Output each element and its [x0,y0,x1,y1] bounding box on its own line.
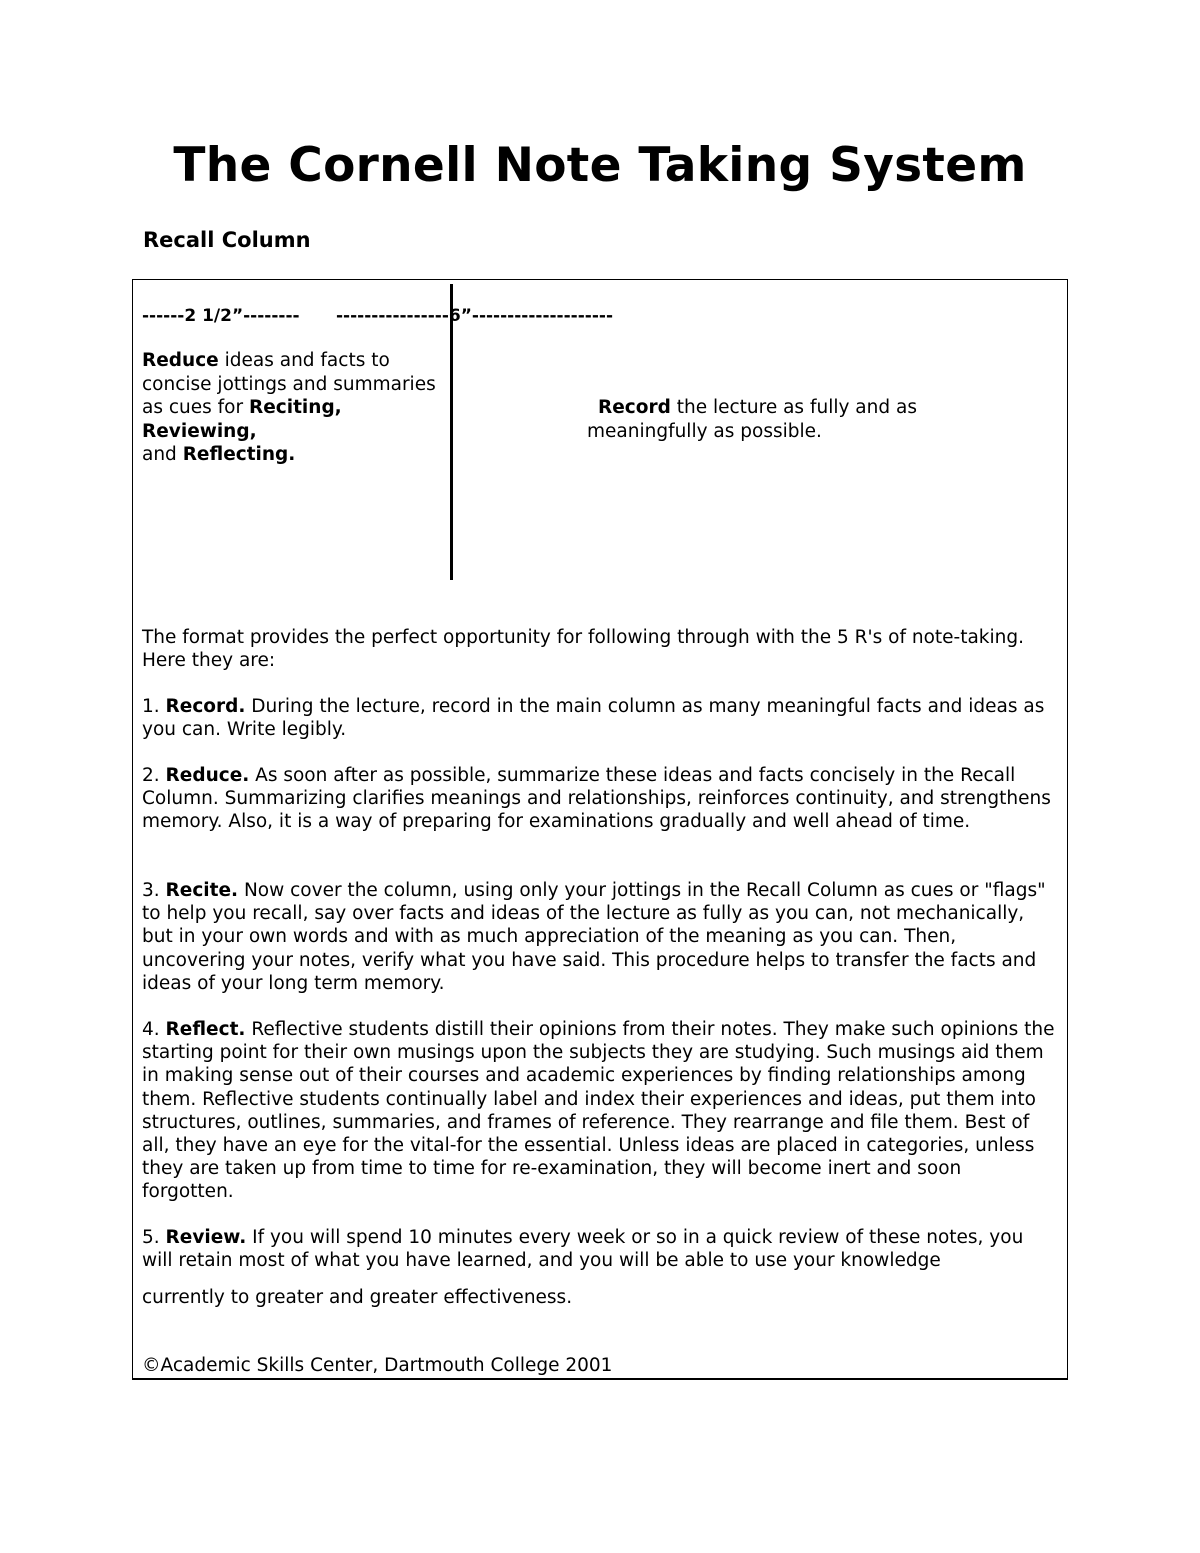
step-number: 3. [142,880,166,901]
recall-column-heading: Recall Column [143,228,311,252]
reflecting-keyword: Reflecting. [182,444,296,465]
step-number: 4. [142,1019,166,1040]
step-record [142,695,1057,741]
step-reduce [142,764,1057,834]
reduce-text: ideas and facts to concise jottings and summaries as cues for [142,350,436,418]
reciting-reviewing-keywords: Reciting, Reviewing, [142,397,342,442]
step-heading: Review. [165,1227,247,1248]
step-number: 5. [142,1227,166,1248]
step-review [142,1226,1057,1272]
intro-paragraph: The format provides the perfect opportunity for following through with the 5 R's of note-taking. Here they are: [142,627,1024,672]
step-text: As soon after as possible, summarize these ideas and facts concisely in the Recall Column. Summarizing clarifies meanings and relationships, reinforces continuity, and strengthens memory. Also, it is a way of preparing for examinations gradually and well ahead of time. [142,765,1051,833]
recall-column-width-label: ------2 1/2”-------- [142,306,300,326]
record-text: the lecture as fully and as [670,397,917,418]
page-title: The Cornell Note Taking System [173,138,1027,193]
notes-column-instructions [587,396,987,443]
and-text: and [142,444,183,465]
copyright-footer: ©Academic Skills Center, Dartmouth College 2001 [142,1355,613,1376]
step-recite [142,879,1057,995]
record-keyword: Record [598,397,671,418]
step-number: 2. [142,765,166,786]
step-text: Reflective students distill their opinions from their notes. They make such opinions the starting point for their own musings upon the subjects they are studying. Such musings aid them in making sense out of their courses and academic experiences by finding relationships among them. Reflective students continually label and index their experiences and ideas, put them into structures, outlines, summaries, and frames of reference. They rearrange and file them. Best of all, they have an eye for the vital-for the essential. Unless ideas are placed in categories, unless they are taken up from time to time for re-examination, they will become inert and soon forgotten. [142,1019,1055,1203]
step-number: 1. [142,696,166,717]
step-reflect [142,1018,1057,1204]
step-text: During the lecture, record in the main column as many meaningful facts and ideas as you can. Write legibly. [142,696,1045,741]
reduce-keyword: Reduce [142,350,219,371]
recall-column-instructions [142,349,442,467]
column-divider [450,284,453,580]
step-heading: Record. [165,696,246,717]
step-review-continuation: currently to greater and greater effectiveness. [142,1287,573,1308]
step-heading: Reflect. [165,1019,246,1040]
step-heading: Recite. [165,880,239,901]
step-heading: Reduce. [165,765,250,786]
record-text-line2: meaningfully as possible. [587,420,822,442]
step-text: If you will spend 10 minutes every week or so in a quick review of these notes, you will retain most of what you have learned, and you will be able to use your knowledge [142,1227,1024,1272]
step-text: Now cover the column, using only your jottings in the Recall Column as cues or "flags" to help you recall, say over facts and ideas of the lecture as fully as you can, not mechanically, but in your own words and with as much appreciation of the meaning as you can. Then, uncovering your notes, verify what you have said. This procedure helps to transfer the facts and ideas of your long term memory. [142,880,1046,994]
notes-column-width-label: ----------------6”-------------------- [336,306,614,326]
